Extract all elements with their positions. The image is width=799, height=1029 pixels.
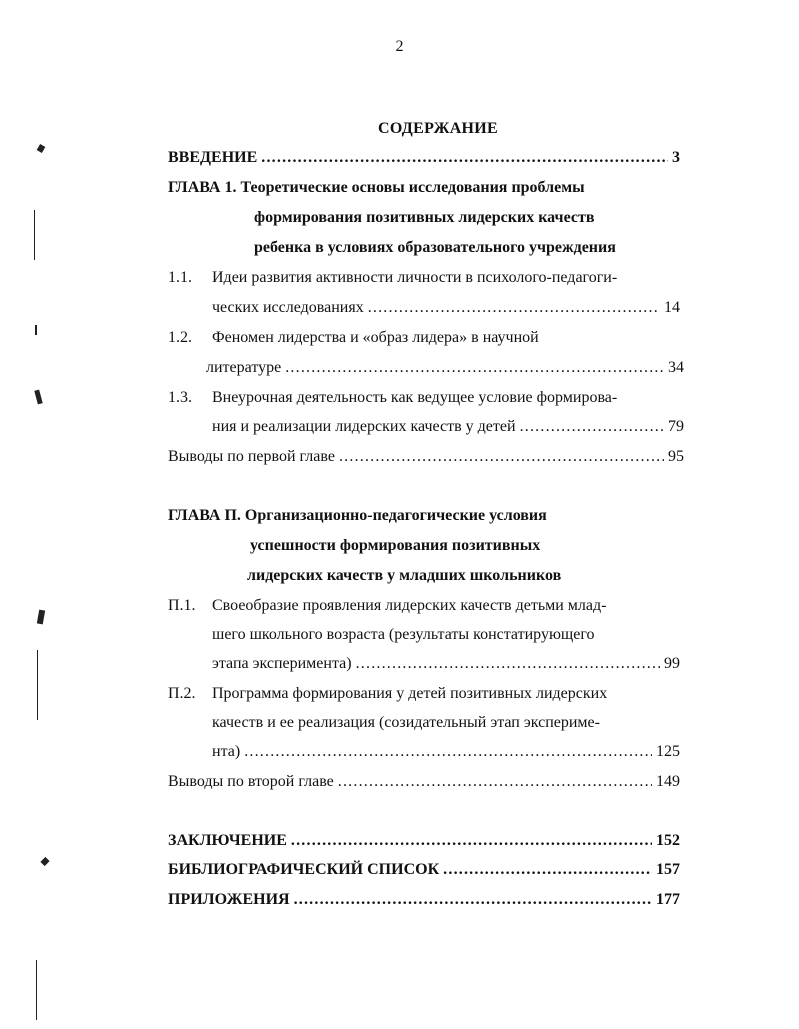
toc-label: ния и реализации лидерских качеств у детей bbox=[212, 418, 516, 435]
toc-leader bbox=[285, 356, 664, 380]
toc-leader bbox=[261, 146, 668, 170]
section-title-line2: качеств и ее реализация (созидательный этап экспериме- bbox=[212, 714, 600, 731]
section-number: 1.3. bbox=[168, 389, 192, 406]
chapter2-heading-line1: ГЛАВА П. Организационно-педагогические условия bbox=[168, 507, 547, 524]
section-title-line1: Идеи развития активности личности в психолого-педагоги- bbox=[212, 269, 618, 286]
chapter2-heading-line3: лидерских качеств у младших школьников bbox=[247, 567, 562, 584]
toc-label: Выводы по второй главе bbox=[168, 773, 334, 790]
section-title-line1: Своеобразие проявления лидерских качеств детьми млад- bbox=[212, 597, 607, 614]
scan-mark bbox=[37, 610, 45, 625]
scan-mark bbox=[37, 144, 46, 153]
chapter1-heading-line2: формирования позитивных лидерских качеств bbox=[254, 209, 595, 226]
toc-page: 34 bbox=[668, 359, 684, 376]
toc-leader bbox=[291, 829, 652, 853]
section-title-line1: Феномен лидерства и «образ лидера» в научной bbox=[212, 329, 539, 346]
section-title-line1: Программа формирования у детей позитивных лидерских bbox=[212, 685, 608, 702]
toc-entry-introduction bbox=[168, 146, 680, 170]
toc-page: 79 bbox=[668, 418, 684, 435]
toc-entry-appendices bbox=[168, 888, 680, 912]
toc-label: ВВЕДЕНИЕ bbox=[168, 149, 258, 166]
toc-label: ЗАКЛЮЧЕНИЕ bbox=[168, 832, 287, 849]
toc-page: 99 bbox=[664, 655, 680, 672]
toc-entry-2-1 bbox=[212, 652, 680, 676]
toc-label: этапа эксперимента) bbox=[212, 655, 352, 672]
toc-leader bbox=[520, 415, 664, 439]
toc-entry-bibliography bbox=[168, 858, 680, 882]
scan-mark bbox=[37, 650, 38, 720]
scan-mark bbox=[34, 390, 42, 405]
section-title-line1: Внеурочная деятельность как ведущее условие формирова- bbox=[212, 389, 618, 406]
toc-entry-2-2 bbox=[212, 740, 680, 764]
page-number: 2 bbox=[395, 38, 404, 55]
page-title: СОДЕРЖАНИЕ bbox=[377, 120, 499, 137]
toc-page: 125 bbox=[656, 743, 680, 760]
scan-mark bbox=[34, 210, 35, 260]
section-number: П.1. bbox=[168, 597, 196, 614]
chapter1-heading-line1: ГЛАВА 1. Теоретические основы исследования проблемы bbox=[168, 179, 585, 196]
scan-mark bbox=[35, 325, 37, 335]
toc-leader bbox=[339, 445, 664, 469]
chapter1-heading-line3: ребенка в условиях образовательного учреждения bbox=[254, 239, 616, 256]
toc-label: БИБЛИОГРАФИЧЕСКИЙ СПИСОК bbox=[168, 861, 440, 878]
toc-entry-conclusion-2 bbox=[168, 770, 680, 794]
toc-page: 149 bbox=[656, 773, 680, 790]
toc-leader bbox=[368, 296, 660, 320]
toc-entry-1-3 bbox=[212, 415, 684, 439]
toc-entry-conclusion-1 bbox=[168, 445, 684, 469]
toc-label: литературе bbox=[206, 359, 282, 376]
toc-entry-1-1 bbox=[212, 296, 680, 320]
toc-label: ческих исследованиях bbox=[212, 299, 364, 316]
toc-entry-1-2 bbox=[206, 356, 684, 380]
scan-mark bbox=[40, 857, 49, 866]
toc-leader bbox=[356, 652, 660, 676]
toc-page: 14 bbox=[664, 299, 680, 316]
section-number: П.2. bbox=[168, 685, 196, 702]
section-number: 1.1. bbox=[168, 269, 192, 286]
toc-label: Выводы по первой главе bbox=[168, 448, 335, 465]
toc-page: 157 bbox=[656, 861, 680, 878]
chapter2-heading-line2: успешности формирования позитивных bbox=[250, 537, 541, 554]
toc-leader bbox=[294, 888, 652, 912]
toc-page: 177 bbox=[656, 891, 680, 908]
toc-entry-conclusion bbox=[168, 829, 680, 853]
toc-leader bbox=[338, 770, 652, 794]
toc-leader bbox=[443, 858, 652, 882]
section-number: 1.2. bbox=[168, 329, 192, 346]
scan-mark bbox=[36, 960, 37, 1020]
toc-page: 152 bbox=[656, 832, 680, 849]
section-title-line2: шего школьного возраста (результаты констатирующего bbox=[212, 626, 595, 643]
toc-label: ПРИЛОЖЕНИЯ bbox=[168, 891, 290, 908]
toc-page: 95 bbox=[668, 448, 684, 465]
toc-page: 3 bbox=[672, 149, 680, 166]
toc-leader bbox=[244, 740, 652, 764]
toc-label: нта) bbox=[212, 743, 241, 760]
